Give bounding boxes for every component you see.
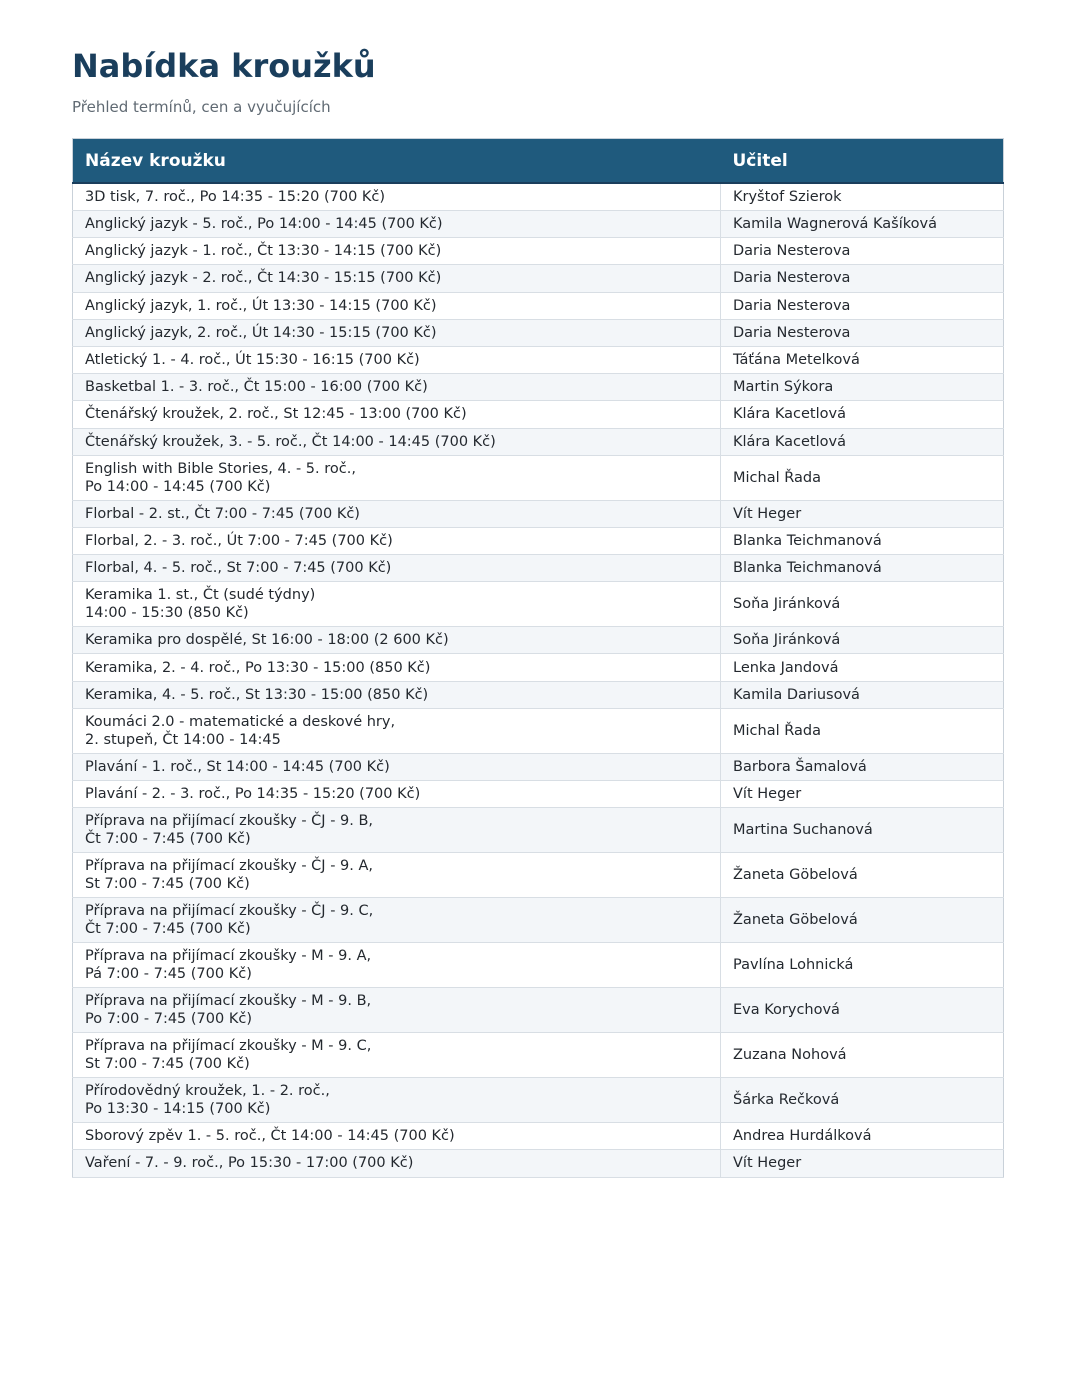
teacher-cell: Michal Řada — [721, 708, 1004, 753]
table-row — [73, 211, 1004, 238]
table-row — [73, 708, 1004, 753]
teacher-cell: Blanka Teichmanová — [721, 527, 1004, 554]
teacher-cell: Kryštof Szierok — [721, 183, 1004, 211]
teacher-cell: Daria Nesterova — [721, 292, 1004, 319]
teacher-cell: Andrea Hurdálková — [721, 1123, 1004, 1150]
teacher-cell: Vít Heger — [721, 781, 1004, 808]
teacher-cell: Blanka Teichmanová — [721, 555, 1004, 582]
teacher-cell: Šárka Rečková — [721, 1078, 1004, 1123]
teacher-cell: Soňa Jiránková — [721, 582, 1004, 627]
table-row — [73, 1123, 1004, 1150]
table-row — [73, 898, 1004, 943]
club-name-cell: Anglický jazyk - 2. roč., Čt 14:30 - 15:15 (700 Kč) — [73, 265, 721, 292]
table-row — [73, 582, 1004, 627]
club-name-cell: Keramika, 4. - 5. roč., St 13:30 - 15:00 (850 Kč) — [73, 681, 721, 708]
table-row — [73, 681, 1004, 708]
table-row — [73, 292, 1004, 319]
page-subtitle: Přehled termínů, cen a vyučujících — [72, 98, 331, 116]
club-name-cell: Florbal - 2. st., Čt 7:00 - 7:45 (700 Kč) — [73, 500, 721, 527]
table-row — [73, 374, 1004, 401]
column-header-name: Název kroužku — [73, 139, 721, 184]
club-name-cell: Anglický jazyk, 2. roč., Út 14:30 - 15:15 (700 Kč) — [73, 319, 721, 346]
table-row — [73, 627, 1004, 654]
table-row — [73, 500, 1004, 527]
table-row — [73, 988, 1004, 1033]
club-name-cell: Přírodovědný kroužek, 1. - 2. roč., Po 13:30 - 14:15 (700 Kč) — [73, 1078, 721, 1123]
club-name-cell: Příprava na přijímací zkoušky - ČJ - 9. B, Čt 7:00 - 7:45 (700 Kč) — [73, 808, 721, 853]
teacher-cell: Eva Korychová — [721, 988, 1004, 1033]
club-name-cell: Keramika, 2. - 4. roč., Po 13:30 - 15:00 (850 Kč) — [73, 654, 721, 681]
teacher-cell: Daria Nesterova — [721, 238, 1004, 265]
table-row — [73, 401, 1004, 428]
club-name-cell: Plavání - 2. - 3. roč., Po 14:35 - 15:20 (700 Kč) — [73, 781, 721, 808]
club-name-cell: Čtenářský kroužek, 2. roč., St 12:45 - 13:00 (700 Kč) — [73, 401, 721, 428]
club-name-cell: Vaření - 7. - 9. roč., Po 15:30 - 17:00 (700 Kč) — [73, 1150, 721, 1177]
table-row — [73, 555, 1004, 582]
table-row — [73, 428, 1004, 455]
club-name-cell: Florbal, 2. - 3. roč., Út 7:00 - 7:45 (700 Kč) — [73, 527, 721, 554]
club-name-cell: Florbal, 4. - 5. roč., St 7:00 - 7:45 (700 Kč) — [73, 555, 721, 582]
club-name-cell: Basketbal 1. - 3. roč., Čt 15:00 - 16:00 (700 Kč) — [73, 374, 721, 401]
club-name-cell: Sborový zpěv 1. - 5. roč., Čt 14:00 - 14:45 (700 Kč) — [73, 1123, 721, 1150]
teacher-cell: Vít Heger — [721, 1150, 1004, 1177]
club-name-cell: Plavání - 1. roč., St 14:00 - 14:45 (700 Kč) — [73, 753, 721, 780]
table-row — [73, 183, 1004, 211]
table-header-row — [73, 139, 1004, 184]
clubs-table-container — [72, 138, 1003, 1178]
table-row — [73, 265, 1004, 292]
table-row — [73, 943, 1004, 988]
teacher-cell: Daria Nesterova — [721, 265, 1004, 292]
table-row — [73, 1078, 1004, 1123]
teacher-cell: Martina Suchanová — [721, 808, 1004, 853]
club-name-cell: 3D tisk, 7. roč., Po 14:35 - 15:20 (700 Kč) — [73, 183, 721, 211]
table-row — [73, 455, 1004, 500]
table-row — [73, 654, 1004, 681]
teacher-cell: Žaneta Göbelová — [721, 853, 1004, 898]
table-row — [73, 319, 1004, 346]
teacher-cell: Daria Nesterova — [721, 319, 1004, 346]
club-name-cell: Atletický 1. - 4. roč., Út 15:30 - 16:15 (700 Kč) — [73, 346, 721, 373]
teacher-cell: Pavlína Lohnická — [721, 943, 1004, 988]
table-row — [73, 346, 1004, 373]
club-name-cell: Příprava na přijímací zkoušky - M - 9. B, Po 7:00 - 7:45 (700 Kč) — [73, 988, 721, 1033]
teacher-cell: Táťána Metelková — [721, 346, 1004, 373]
table-row — [73, 527, 1004, 554]
table-row — [73, 808, 1004, 853]
page-title: Nabídka kroužků — [72, 47, 376, 85]
teacher-cell: Kamila Wagnerová Kašíková — [721, 211, 1004, 238]
clubs-table — [72, 138, 1004, 1178]
club-name-cell: Příprava na přijímací zkoušky - ČJ - 9. C, Čt 7:00 - 7:45 (700 Kč) — [73, 898, 721, 943]
club-name-cell: Příprava na přijímací zkoušky - M - 9. C, St 7:00 - 7:45 (700 Kč) — [73, 1033, 721, 1078]
table-row — [73, 1150, 1004, 1177]
table-body — [73, 183, 1004, 1177]
teacher-cell: Klára Kacetlová — [721, 401, 1004, 428]
club-name-cell: Čtenářský kroužek, 3. - 5. roč., Čt 14:00 - 14:45 (700 Kč) — [73, 428, 721, 455]
table-row — [73, 853, 1004, 898]
club-name-cell: Keramika pro dospělé, St 16:00 - 18:00 (2 600 Kč) — [73, 627, 721, 654]
column-header-teacher: Učitel — [721, 139, 1004, 184]
teacher-cell: Vít Heger — [721, 500, 1004, 527]
teacher-cell: Lenka Jandová — [721, 654, 1004, 681]
club-name-cell: Keramika 1. st., Čt (sudé týdny) 14:00 - 15:30 (850 Kč) — [73, 582, 721, 627]
table-row — [73, 781, 1004, 808]
teacher-cell: Barbora Šamalová — [721, 753, 1004, 780]
table-header — [73, 139, 1004, 184]
club-name-cell: Anglický jazyk, 1. roč., Út 13:30 - 14:15 (700 Kč) — [73, 292, 721, 319]
club-name-cell: Příprava na přijímací zkoušky - ČJ - 9. A, St 7:00 - 7:45 (700 Kč) — [73, 853, 721, 898]
table-row — [73, 753, 1004, 780]
club-name-cell: Příprava na přijímací zkoušky - M - 9. A, Pá 7:00 - 7:45 (700 Kč) — [73, 943, 721, 988]
teacher-cell: Martin Sýkora — [721, 374, 1004, 401]
teacher-cell: Soňa Jiránková — [721, 627, 1004, 654]
club-name-cell: Anglický jazyk - 1. roč., Čt 13:30 - 14:15 (700 Kč) — [73, 238, 721, 265]
table-row — [73, 1033, 1004, 1078]
club-name-cell: Anglický jazyk - 5. roč., Po 14:00 - 14:45 (700 Kč) — [73, 211, 721, 238]
teacher-cell: Kamila Dariusová — [721, 681, 1004, 708]
teacher-cell: Klára Kacetlová — [721, 428, 1004, 455]
club-name-cell: English with Bible Stories, 4. - 5. roč., Po 14:00 - 14:45 (700 Kč) — [73, 455, 721, 500]
table-row — [73, 238, 1004, 265]
teacher-cell: Michal Řada — [721, 455, 1004, 500]
club-name-cell: Koumáci 2.0 - matematické a deskové hry, 2. stupeň, Čt 14:00 - 14:45 — [73, 708, 721, 753]
teacher-cell: Žaneta Göbelová — [721, 898, 1004, 943]
teacher-cell: Zuzana Nohová — [721, 1033, 1004, 1078]
